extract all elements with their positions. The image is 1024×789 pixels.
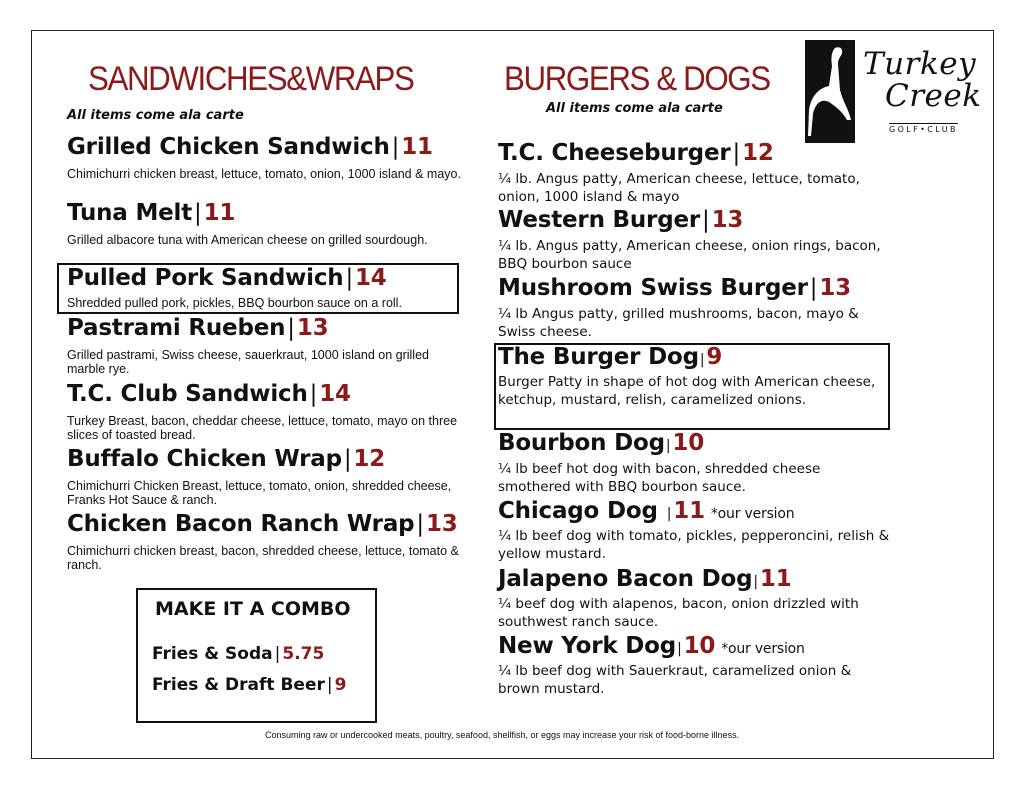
menu-item-price: 10 [672,430,704,456]
menu-item-name: Buffalo Chicken Wrap|12 [67,446,386,472]
menu-item-name: Chicago Dog |11 *our version [498,498,795,524]
menu-item-desc: Burger Patty in shape of hot dog with American cheese, ketchup, mustard, relish, caramelized onions. [498,374,876,408]
combo-price: 9 [334,675,347,695]
menu-item-name: Mushroom Swiss Burger|13 [498,275,851,301]
menu-item-name: T.C. Cheeseburger|12 [498,140,774,166]
menu-item-price: 10 [683,633,716,659]
menu-item-price: 11 [203,200,236,226]
menu-item-price: 13 [425,511,458,537]
menu-item-note: *our version [721,641,805,657]
right-ala-carte-note: All items come ala carte [546,101,723,116]
menu-item-name: Chicken Bacon Ranch Wrap|13 [67,511,458,537]
menu-item-price: 14 [355,265,387,291]
menu-item-desc: ¼ lb beef dog with tomato, pickles, pepperoncini, relish & yellow mustard. [498,528,890,562]
combo-price: 5.75 [282,644,325,664]
menu-item-price: 12 [742,140,774,166]
menu-item-price: 13 [711,207,744,233]
menu-item-name: Tuna Melt|11 [67,200,236,226]
burgers-title: BURGERS & DOGS [504,60,770,98]
menu-item-desc: ¼ beef dog with alapenos, bacon, onion drizzled with southwest ranch sauce. [498,596,859,630]
menu-item-name: New York Dog|10 *our version [498,633,805,659]
menu-item-price: 13 [296,315,329,341]
menu-item-price: 14 [319,381,351,407]
menu-item-desc: ¼ lb Angus patty, grilled mushrooms, bacon, mayo & Swiss cheese. [498,306,859,340]
menu-item-desc: ¼ lb beef dog with Sauerkraut, caramelized onion & brown mustard. [498,663,852,697]
menu-item-name: Pastrami Rueben|13 [67,315,329,341]
logo-wordmark-line3: GOLF•CLUB [889,125,958,134]
menu-item-desc: ¼ lb beef hot dog with bacon, shredded cheese smothered with BBQ bourbon sauce. [498,461,821,495]
logo-wordmark-line1: Turkey [863,46,977,82]
menu-item-desc: Turkey Breast, bacon, cheddar cheese, lettuce, tomato, mayo on three slices of toasted bread. [67,414,458,442]
menu-item-name: T.C. Club Sandwich|14 [67,381,351,407]
menu-item-name: Jalapeno Bacon Dog|11 [498,566,792,592]
menu-item-name: The Burger Dog|9 [498,344,723,370]
menu-item-name: Grilled Chicken Sandwich|11 [67,134,433,160]
menu-item-price: 11 [673,498,705,524]
menu-item-price: 11 [759,566,792,592]
turkey-icon [805,40,855,143]
logo-wordmark-line2: Creek [885,78,982,114]
menu-item-price: 9 [706,344,723,370]
menu-item-name: Bourbon Dog|10 [498,430,704,456]
menu-item-note: *our version [710,506,795,522]
menu-item-desc: Chimichurri chicken breast, lettuce, tomato, onion, 1000 island & mayo. [67,167,461,181]
menu-item-price: 12 [353,446,386,472]
menu-item-desc: Shredded pulled pork, pickles, BBQ bourbon sauce on a roll. [67,296,402,310]
menu-item-price: 11 [401,134,433,160]
sandwiches-title: SANDWICHES&WRAPS [88,60,414,98]
menu-item-price: 13 [819,275,851,301]
left-ala-carte-note: All items come ala carte [67,108,244,123]
menu-item-desc: Chimichurri chicken breast, bacon, shredded cheese, lettuce, tomato & ranch. [67,544,459,572]
menu-item-name: Pulled Pork Sandwich|14 [67,265,387,291]
turkey-creek-logo [805,40,985,145]
menu-item-name: Western Burger|13 [498,207,744,233]
combo-option: Fries & Draft Beer | 9 [152,675,347,695]
menu-item-desc: ¼ lb. Angus patty, American cheese, onion rings, bacon, BBQ bourbon sauce [498,238,881,272]
food-safety-disclaimer: Consuming raw or undercooked meats, poultry, seafood, shellfish, or eggs may increase your risk of food-borne illness. [265,730,740,740]
menu-item-desc: Grilled pastrami, Swiss cheese, sauerkraut, 1000 island on grilled marble rye. [67,348,429,376]
menu-item-desc: Grilled albacore tuna with American cheese on grilled sourdough. [67,233,428,247]
menu-item-desc: ¼ lb. Angus patty, American cheese, lettuce, tomato, onion, 1000 island & mayo [498,171,860,205]
combo-title: MAKE IT A COMBO [155,598,351,620]
menu-item-desc: Chimichurri Chicken Breast, lettuce, tomato, onion, shredded cheese, Franks Hot Sauce & ranch. [67,479,452,507]
combo-option: Fries & Soda | 5.75 [152,644,325,664]
